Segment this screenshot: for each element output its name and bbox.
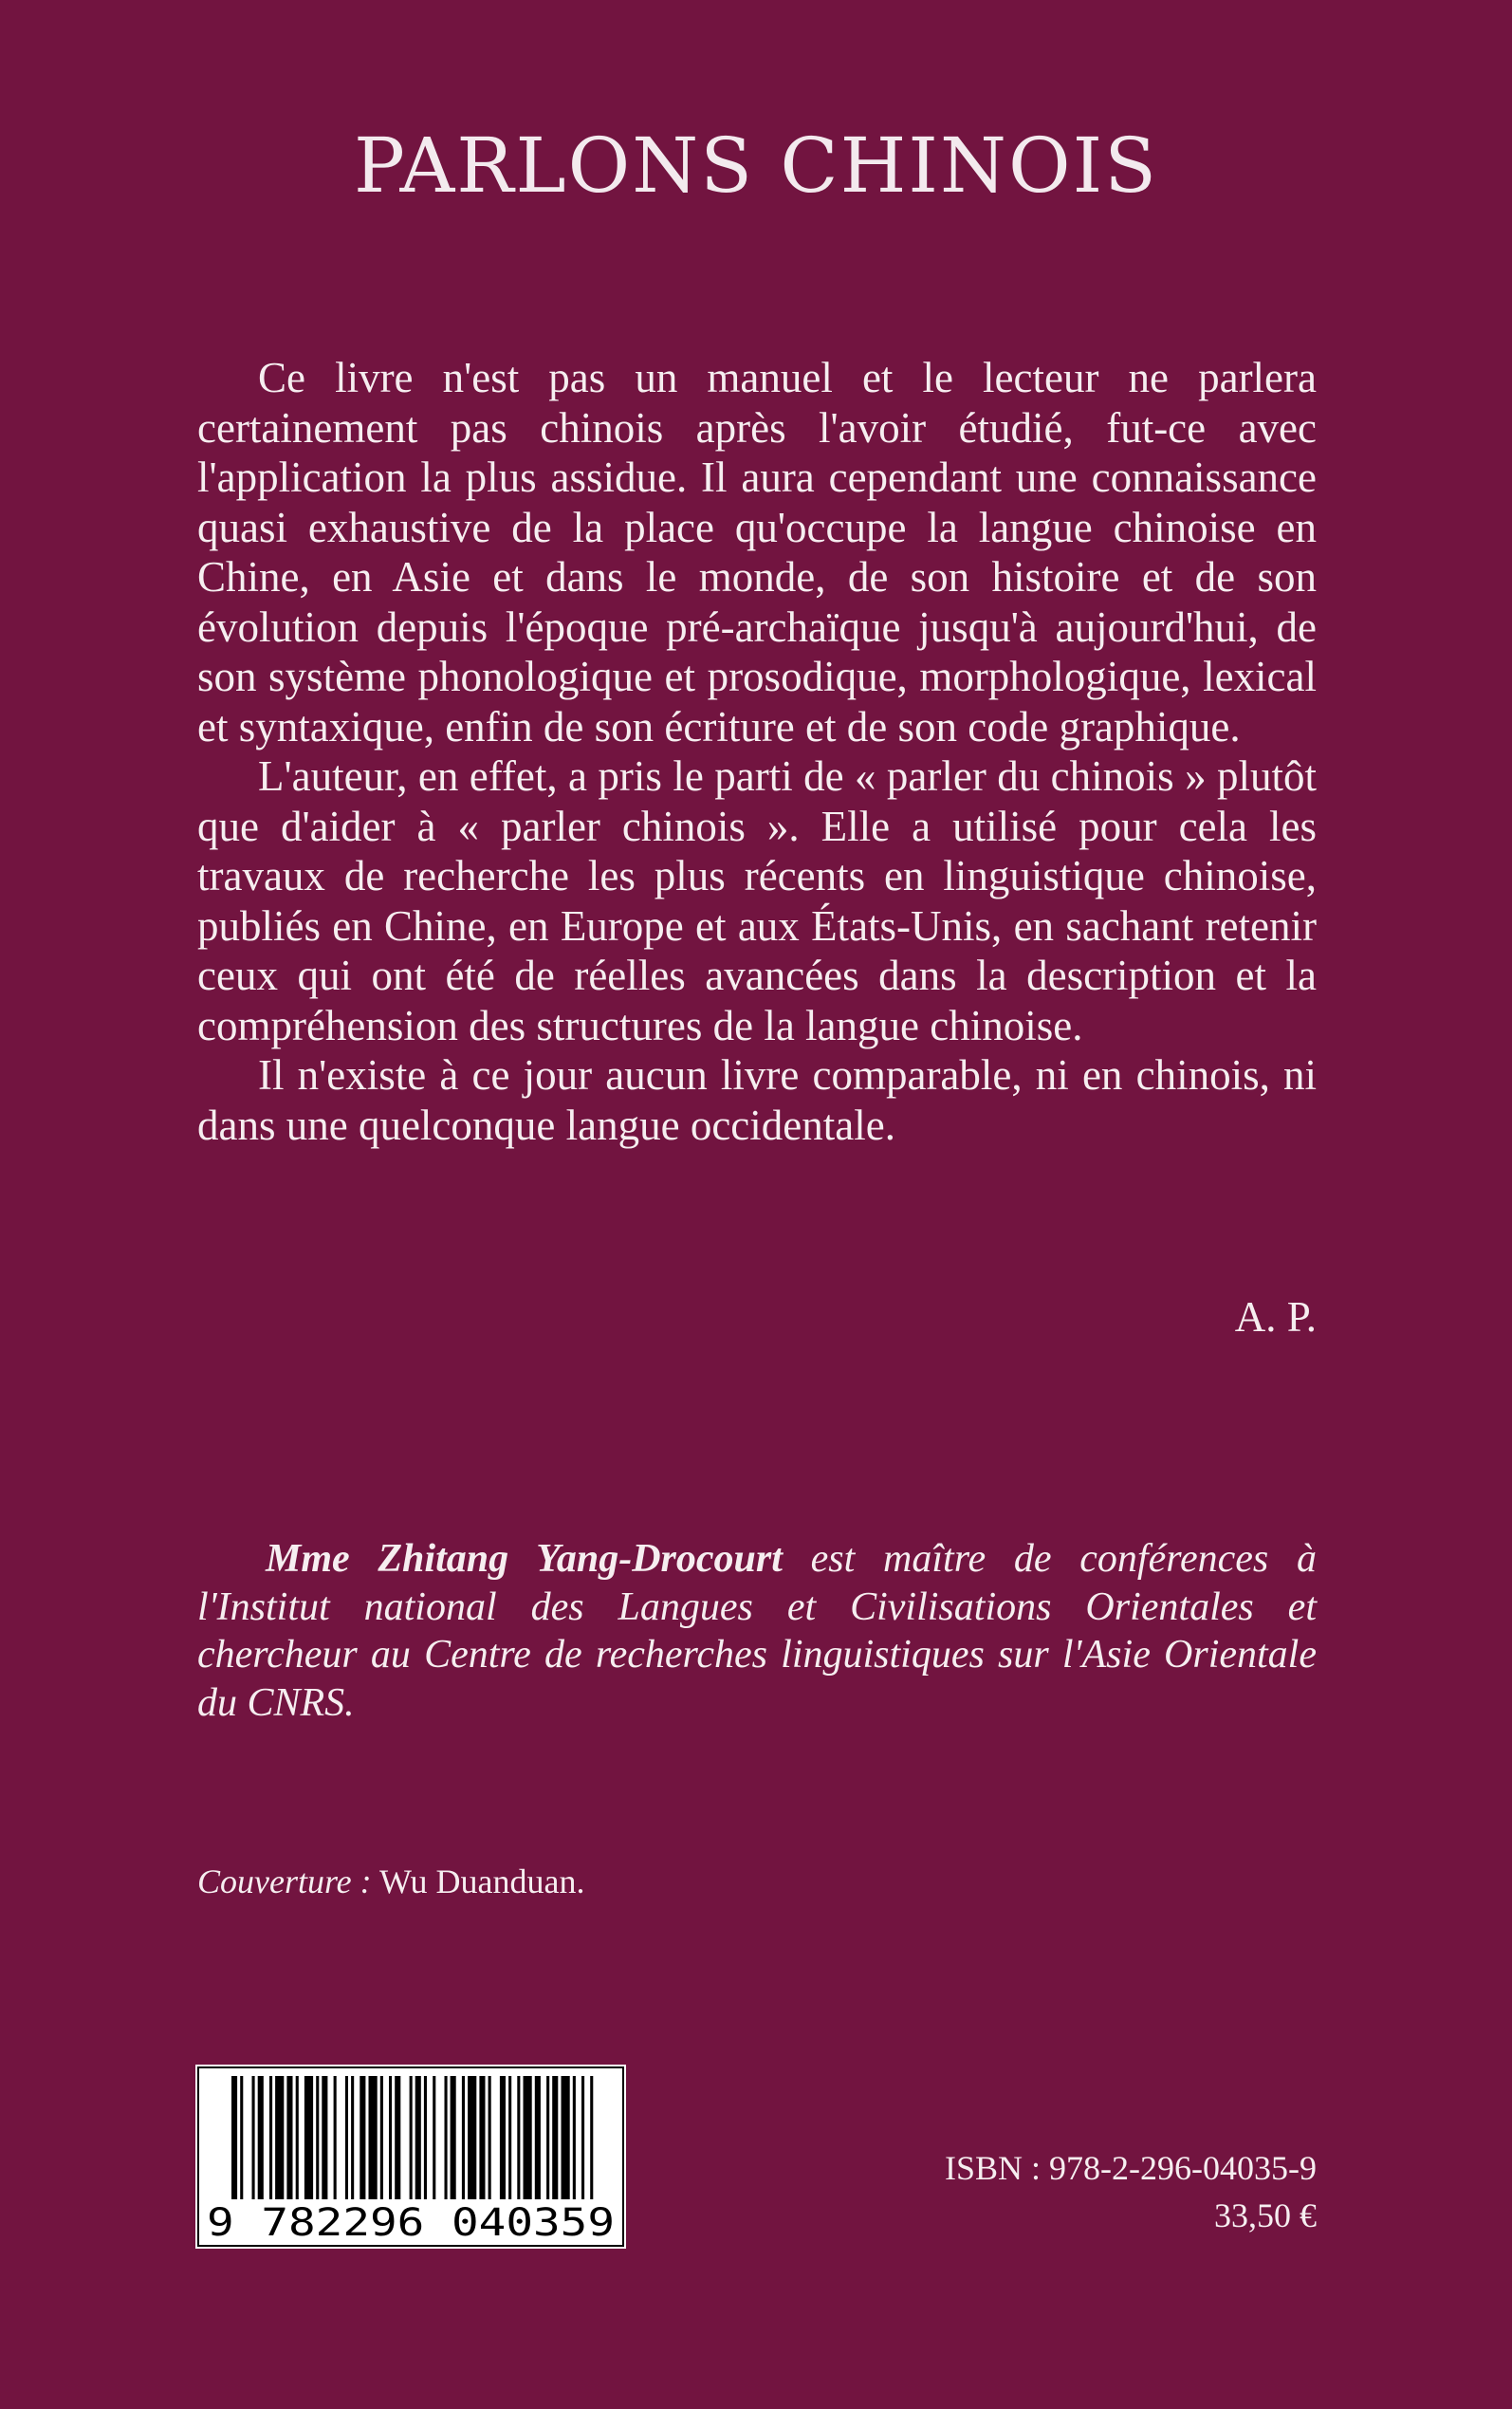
barcode-bar bbox=[500, 2076, 506, 2199]
barcode-bars bbox=[231, 2076, 593, 2199]
barcode-bar bbox=[304, 2076, 313, 2199]
barcode-digits: 9 782296 040359 bbox=[207, 2201, 615, 2245]
cover-credit bbox=[197, 1862, 584, 1901]
barcode-bar bbox=[296, 2076, 299, 2199]
barcode-bar bbox=[395, 2076, 400, 2199]
author-bio-text: est maître de conférences à l'Institut national des Langues et Civilisations Orientales et chercheur au Centre de recherches linguistiques sur l'Asie Orientale du CNRS. bbox=[197, 1537, 1317, 1725]
blurb-paragraph-1: Ce livre n'est pas un manuel et le lecteur ne parlera certainement pas chinois après l'avoir étudié, fut-ce avec l'application la plus assidue. Il aura cependant une connaissance quasi exhaustive de la place qu'occupe la langue chinoise en Chine, en Asie et dans le monde, de son histoire et de son évolution depuis l'époque pré-archaïque jusqu'à aujourd'hui, de son système phonologique et prosodique, morphologique, lexical et syntaxique, enfin de son écriture et de son code graphique. bbox=[197, 354, 1317, 750]
barcode-bar bbox=[573, 2076, 576, 2199]
author-bio bbox=[197, 1535, 1317, 1727]
barcode-bar bbox=[360, 2076, 365, 2199]
barcode-bar bbox=[433, 2076, 435, 2199]
cover-credit-value: Wu Duanduan. bbox=[371, 1862, 585, 1900]
barcode-bar bbox=[535, 2076, 541, 2199]
barcode-bar bbox=[552, 2076, 558, 2199]
barcode bbox=[195, 2065, 626, 2249]
barcode-bar bbox=[424, 2076, 427, 2199]
barcode-bar bbox=[231, 2076, 237, 2199]
barcode-bar bbox=[351, 2076, 354, 2199]
isbn-price-block bbox=[945, 2144, 1317, 2239]
book-title: PARLONS CHINOIS bbox=[353, 121, 1158, 210]
barcode-bar bbox=[462, 2076, 465, 2199]
barcode-bar bbox=[345, 2076, 348, 2199]
cover-credit-label: Couverture : bbox=[197, 1862, 372, 1900]
barcode-bar bbox=[562, 2076, 570, 2199]
barcode-bar bbox=[258, 2076, 264, 2199]
barcode-bar bbox=[445, 2076, 448, 2199]
barcode-bar bbox=[508, 2076, 511, 2199]
barcode-bar bbox=[240, 2076, 243, 2199]
barcode-bar bbox=[410, 2076, 413, 2199]
author-name: Mme Zhitang Yang-Drocourt bbox=[266, 1537, 783, 1581]
barcode-bar bbox=[334, 2076, 337, 2199]
back-cover-blurb bbox=[197, 353, 1317, 1150]
blurb-signature: A. P. bbox=[1234, 1293, 1317, 1341]
barcode-bar bbox=[389, 2076, 392, 2199]
price: 33,50 € bbox=[1214, 2196, 1317, 2234]
barcode-graphic bbox=[195, 2065, 626, 2249]
barcode-bar bbox=[369, 2076, 378, 2199]
blurb-paragraph-2: L'auteur, en effet, a pris le parti de « parler du chinois » plutôt que d'aider à « parler chinois ». Elle a utilisé pour cela les travaux de recherche les plus récents en linguistique chinoise, publiés en Chine, en Europe et aux États-Unis, en sachant retenir ceux qui ont été de réelles avancées dans la description et la compréhension des structures de la langue chinoise. bbox=[197, 752, 1317, 1049]
barcode-bar bbox=[479, 2076, 485, 2199]
barcode-bar bbox=[322, 2076, 327, 2199]
barcode-bar bbox=[517, 2076, 520, 2199]
isbn: ISBN : 978-2-296-04035-9 bbox=[945, 2149, 1317, 2187]
barcode-bar bbox=[581, 2076, 584, 2199]
barcode-bar bbox=[489, 2076, 491, 2199]
barcode-bar bbox=[415, 2076, 421, 2199]
barcode-bar bbox=[252, 2076, 255, 2199]
barcode-bar bbox=[451, 2076, 456, 2199]
barcode-bar bbox=[524, 2076, 532, 2199]
blurb-paragraph-3: Il n'existe à ce jour aucun livre comparable, ni en chinois, ni dans une quelconque langue occidentale. bbox=[197, 1051, 1317, 1149]
barcode-bar bbox=[316, 2076, 319, 2199]
barcode-bar bbox=[590, 2076, 593, 2199]
barcode-bar bbox=[468, 2076, 476, 2199]
barcode-bar bbox=[546, 2076, 549, 2199]
barcode-bar bbox=[269, 2076, 272, 2199]
barcode-bar bbox=[380, 2076, 383, 2199]
barcode-bar bbox=[275, 2076, 284, 2199]
barcode-bar bbox=[286, 2076, 292, 2199]
